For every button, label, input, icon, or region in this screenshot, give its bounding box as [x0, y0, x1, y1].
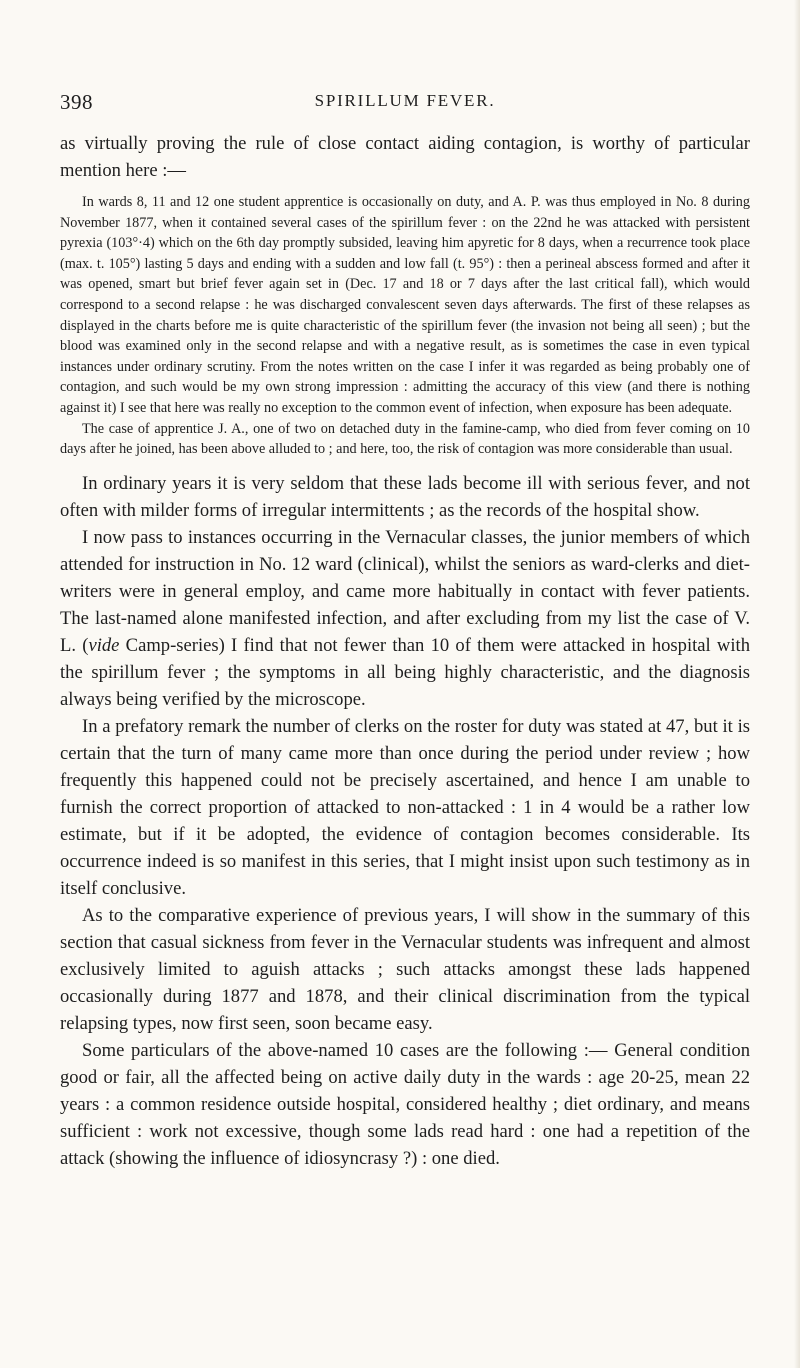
particulars-paragraph: Some particulars of the above-named 10 cases are the following :— General condition good or fair, all the affected being on active daily duty in the wards : age 20-25, mean 22 years : a common residence outside hospital, considered healthy ; diet ordinary, and means sufficient : work not excessive, though some lads read hard : one had a repetition of the attack (showing the influence of idiosyncrasy ?) : one died. — [60, 1039, 750, 1169]
vernacular-text-before: I now pass to instances occurring in the Vernacular classes, the junior members of which attended for instruction in No. 12 ward (clinical), whilst the seniors as ward-clerks and diet-writers were in general employ, and came more habitually in contact with fever patients. The last-named alone manifested infection, and after excluding from my list the case of V. L. ( — [60, 526, 750, 656]
intro-paragraph: as virtually proving the rule of close contact aiding contagion, is worthy of particular mention here :— — [60, 133, 750, 181]
page-number: 398 — [60, 90, 93, 114]
page-edge-shadow — [794, 0, 800, 1368]
case-ap-paragraph: In wards 8, 11 and 12 one student apprentice is occasionally on duty, and A. P. was thus employed in No. 8 during November 1877, when it contained several cases of the spirillum fever : on the 22nd he was attacked with persistent pyrexia (103°·4) which on the 6th day promptly subsided, leaving him apyretic for 8 days, when a recurrence took place (max. t. 105°) lasting 5 days and ending with a sudden and low fall (t. 95°) : then a perineal abscess formed and after it was opened, smart but brief fever again set in (Dec. 17 and 18 or 7 days after the last critical fall), which would correspond to a second relapse : he was discharged convalescent seven days afterwards. The first of these relapses as displayed in the charts before me is quite characteristic of the spirillum fever (the invasion not being all seen) ; but the blood was examined only in the second relapse and with a negative result, as is sometimes the case in even typical instances under ordinary scrutiny. From the notes written on the case I infer it was regarded as being probably one of contagion, and such would be my own strong impression : admitting the accuracy of this view (and there is nothing against it) I see that here was really no exception to the common event of infection, when exposure has been adequate. — [60, 194, 750, 416]
case-ja-paragraph: The case of apprentice J. A., one of two on detached duty in the famine-camp, who died from fever coming on 10 days after he joined, has been above alluded to ; and here, too, the risk of contagion was more considerable than usual. — [60, 420, 750, 458]
vide-italic: vide — [88, 634, 120, 656]
book-page — [60, 90, 750, 1172]
main-text — [60, 470, 750, 1172]
vernacular-text-after: Camp-series) I find that not fewer than 10 of them were attacked in hospital with the spirillum fever ; the symptoms in all being highly characteristic, and the diagnosis always being verified by the microscope. — [60, 634, 750, 710]
case-notes — [60, 192, 750, 460]
ordinary-years-paragraph: In ordinary years it is very seldom that these lads become ill with serious fever, and not often with milder forms of irregular intermittents ; as the records of the hospital show. — [60, 472, 750, 521]
comparative-experience-paragraph: As to the comparative experience of previous years, I will show in the summary of this section that casual sickness from fever in the Vernacular students was infrequent and almost exclusively limited to aguish attacks ; such attacks amongst these lads happened occasionally during 1877 and 1878, and their clinical discrimination from the typical relapsing types, now first seen, soon became easy. — [60, 904, 750, 1034]
prefatory-remark-paragraph: In a prefatory remark the number of clerks on the roster for duty was stated at 47, but it is certain that the turn of many came more than once during the period under review ; how frequently this happened could not be precisely ascertained, and hence I am unable to furnish the correct proportion of attacked to non-attacked : 1 in 4 would be a rather low estimate, but if it be adopted, the evidence of contagion becomes considerable. Its occurrence indeed is so manifest in this series, that I might insist upon such testimony as in itself conclusive. — [60, 715, 750, 899]
page-header — [60, 90, 750, 116]
vernacular-classes-paragraph — [60, 524, 750, 713]
running-head: SPIRILLUM FEVER. — [314, 91, 496, 110]
